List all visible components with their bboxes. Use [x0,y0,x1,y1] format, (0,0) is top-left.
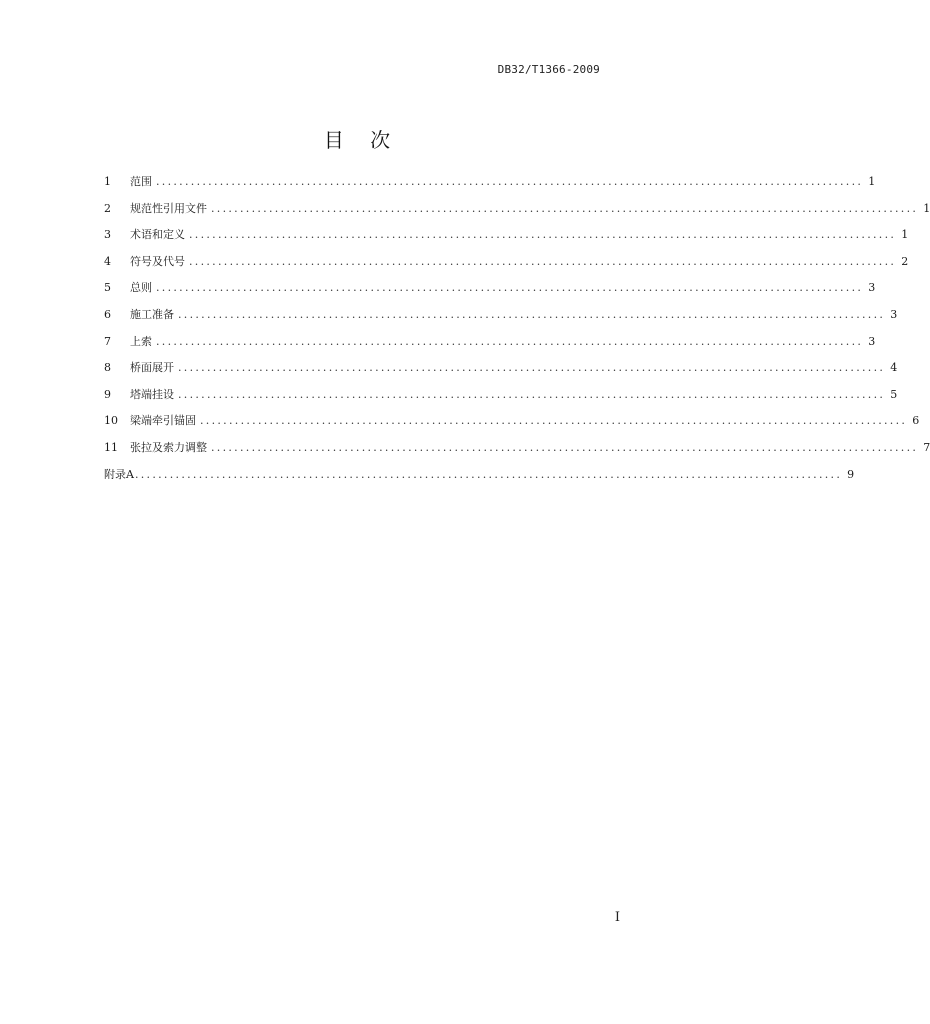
toc-entry-number: 2 [104,201,111,215]
toc-entry-number: 8 [104,361,111,375]
toc-entry-label: 附录A [104,467,134,481]
toc-entry-label: 施工准备 [130,307,174,321]
toc-dot-leader: .......................................................................................................................... [134,467,843,481]
toc-entry[interactable] [104,385,898,412]
toc-entry[interactable] [104,199,930,226]
page-number: I [614,910,620,925]
toc-dot-leader: .......................................................................................................................... [178,307,886,321]
document-code: DB32/T1366-2009 [497,63,600,76]
toc-entry-page: 1 [923,201,930,215]
toc-entry-page: 2 [901,254,909,268]
toc-entry-label: 桥面展开 [130,361,174,375]
toc-entry-page: 3 [868,334,876,348]
toc-entry-appendix[interactable] [104,465,855,492]
toc-dot-leader: .......................................................................................................................... [156,175,864,188]
toc-dot-leader: .......................................................................................................................... [211,440,919,454]
toc-entry-label: 术语和定义 [130,228,185,242]
toc-entry[interactable] [104,225,909,252]
toc-entry-label: 上索 [130,334,152,348]
toc-entry[interactable] [104,411,920,438]
toc-entry-page: 6 [912,414,920,428]
toc-entry-label: 规范性引用文件 [130,201,207,215]
toc-entry[interactable] [104,252,909,279]
toc-entry-label: 塔端挂设 [130,387,174,401]
toc-entry-label: 总则 [130,281,152,295]
toc-dot-leader: .......................................................................................................................... [178,387,886,401]
toc-entry-number: 9 [104,387,111,401]
toc-entry[interactable] [104,305,898,332]
toc-entry[interactable] [104,278,876,305]
toc-entry-page: 1 [868,175,876,188]
table-of-contents [104,172,930,491]
toc-entry-number: 11 [104,440,118,454]
toc-entry[interactable] [104,332,876,359]
toc-entry-page: 3 [868,281,876,295]
toc-entry-number: 1 [104,175,111,188]
toc-entry-page: 7 [923,440,930,454]
toc-entry-number: 7 [104,334,111,348]
toc-dot-leader: .......................................................................................................................... [189,254,897,268]
toc-dot-leader: .......................................................................................................................... [156,281,864,295]
toc-entry-page: 1 [901,228,909,242]
toc-dot-leader: .......................................................................................................................... [211,201,919,215]
toc-entry-page: 5 [890,387,898,401]
toc-entry-number: 6 [104,307,111,321]
toc-entry-number: 5 [104,281,111,295]
toc-entry-label: 张拉及索力调整 [130,440,207,454]
toc-entry-page: 4 [890,361,898,375]
toc-entry-number: 10 [104,414,118,428]
toc-dot-leader: .......................................................................................................................... [189,228,897,242]
toc-dot-leader: .......................................................................................................................... [200,414,908,428]
toc-entry-label: 梁端牵引锚固 [130,414,196,428]
toc-dot-leader: .......................................................................................................................... [178,361,886,375]
toc-entry[interactable] [104,358,898,385]
toc-entry-page: 3 [890,307,898,321]
toc-entry-label: 范围 [130,175,152,188]
toc-entry[interactable] [104,172,876,199]
toc-entry-label: 符号及代号 [130,254,185,268]
toc-dot-leader: .......................................................................................................................... [156,334,864,348]
toc-entry-number: 3 [104,228,111,242]
toc-entry-page: 9 [847,467,855,481]
toc-entry[interactable] [104,438,930,465]
toc-entry-number: 4 [104,254,111,268]
page-title: 目 次 [323,128,401,152]
